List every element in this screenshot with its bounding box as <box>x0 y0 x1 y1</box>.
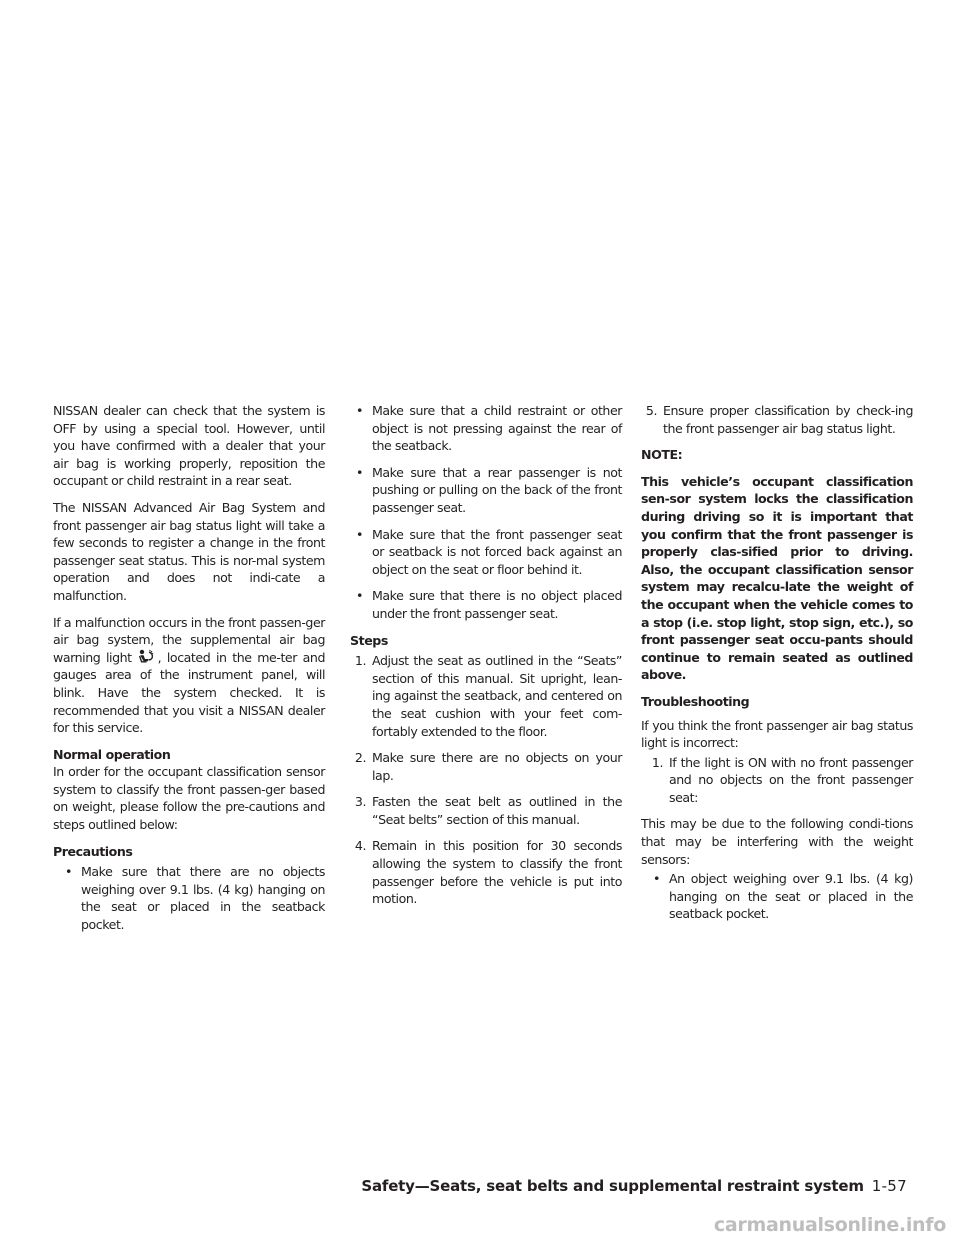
paragraph-malfunction <box>53 614 325 737</box>
column-3 <box>641 402 913 932</box>
list-item-text: Make sure that there is no object placed under the front passenger seat. <box>372 588 622 621</box>
step-item <box>641 402 913 437</box>
case-item <box>647 754 913 807</box>
watermark-text: carmanualsonline.info <box>713 1214 946 1236</box>
note-label: NOTE: <box>641 447 683 463</box>
step-number: 3. <box>354 794 366 810</box>
conditions-list <box>641 870 913 923</box>
paragraph-dealer-check: NISSAN dealer can check that the system is OFF by using a special tool. However, until you have confirmed with a dealer that your air bag is working properly, reposition the occupant or child restraint in a rear seat. <box>53 403 325 489</box>
list-item <box>350 587 622 622</box>
bullet-marker: • <box>356 526 363 542</box>
page-footer <box>0 1177 907 1195</box>
step-item <box>350 793 622 828</box>
steps-list-continued <box>641 402 913 437</box>
step-item <box>350 652 622 740</box>
paragraph-conditions: This may be due to the following condi-tions that may be interfering with the weight sensors: <box>641 816 913 867</box>
step-number: 5. <box>645 403 657 418</box>
list-item <box>350 464 622 517</box>
step-item <box>350 837 622 907</box>
list-item <box>59 863 325 933</box>
step-text: Ensure proper classification by check-ing the front passenger air bag status light. <box>663 403 913 436</box>
heading-steps: Steps <box>350 632 388 648</box>
step-item <box>350 749 622 784</box>
bullet-marker: • <box>653 871 660 887</box>
bullet-marker: • <box>356 464 363 480</box>
heading-precautions: Precautions <box>53 843 133 859</box>
list-item-text: Make sure that the front passenger seat or seatback is not forced back against an object on the seat or floor behind it. <box>372 526 622 577</box>
paragraph-troubleshooting: If you think the front passenger air bag status light is incorrect: <box>641 717 913 751</box>
air-bag-warning-light-icon <box>137 649 155 665</box>
bullet-marker: • <box>65 864 72 880</box>
step-text: Remain in this position for 30 seconds allowing the system to classify the front passenger before the vehicle is put into motion. <box>372 838 622 907</box>
troubleshooting-cases <box>641 754 913 807</box>
malfunction-text-before: If a malfunction occurs in the front passen-ger air bag system, the supplemental air bag warning light <box>53 614 325 665</box>
case-text: If the light is ON with no front passenger and no objects on the front passenger seat: <box>669 754 913 805</box>
list-item-text: Make sure that there are no objects weighing over 9.1 lbs. (4 kg) hanging on the seat or placed in the seatback pocket. <box>81 864 325 933</box>
precautions-list-col2 <box>350 402 622 623</box>
step-number: 1. <box>354 653 366 669</box>
list-item <box>350 402 622 455</box>
list-item-text: Make sure that a rear passenger is not pushing or pulling on the back of the front passenger seat. <box>372 464 622 515</box>
list-item <box>647 870 913 923</box>
malfunction-text-after: , located in the me-ter and gauges area of the instrument panel, will blink. Have the system checked. It is recommended that you visit a NISSAN dealer for this service. <box>53 649 325 736</box>
bullet-marker: • <box>356 588 363 604</box>
page-number: 1-57 <box>871 1177 907 1195</box>
precautions-list-col1 <box>53 863 325 933</box>
step-text: Adjust the seat as outlined in the “Seats” section of this manual. Sit upright, lean-ing against the seatback, and centered on the seat cushion with your feet com-fortably extended to the floor. <box>372 653 622 739</box>
paragraph-register-change: The NISSAN Advanced Air Bag System and front passenger air bag status light will take a few seconds to register a change in the front passenger seat status. This is nor-mal system operation and does not indi-cate a malfunction. <box>53 499 325 603</box>
steps-list <box>350 652 622 908</box>
list-item <box>350 526 622 579</box>
footer-section-title: Safety—Seats, seat belts and supplemental restraint system <box>361 1177 864 1195</box>
step-text: Fasten the seat belt as outlined in the “Seat belts” section of this manual. <box>372 794 622 827</box>
bullet-marker: • <box>356 403 363 418</box>
step-number: 4. <box>354 838 366 854</box>
case-number: 1. <box>651 754 663 770</box>
column-1 <box>53 402 325 943</box>
list-item-text: Make sure that a child restraint or other object is not pressing against the rear of the seatback. <box>372 403 622 454</box>
heading-normal-operation: Normal operation <box>53 746 171 762</box>
note-text: This vehicle’s occupant classification sen-sor system locks the classification during driving so it is important that you confirm that the front passenger is properly clas-sified prior to driving. Also, the occupant classification sensor system may recalcu-late the weight of the occupant when the vehicle comes to a stop (i.e. stop light, stop sign, etc.), so front passenger seat occu-pants should continue to remain seated as outlined above. <box>641 473 913 683</box>
step-text: Make sure there are no objects on your lap. <box>372 750 622 783</box>
paragraph-normal-operation: In order for the occupant classification sensor system to classify the front passen-ger based on weight, please follow the pre-cautions and steps outlined below: <box>53 764 325 833</box>
list-item-text: An object weighing over 9.1 lbs. (4 kg) hanging on the seat or placed in the seatback pocket. <box>669 871 913 922</box>
column-2 <box>350 402 622 917</box>
step-number: 2. <box>354 750 366 766</box>
heading-troubleshooting: Troubleshooting <box>641 693 750 709</box>
